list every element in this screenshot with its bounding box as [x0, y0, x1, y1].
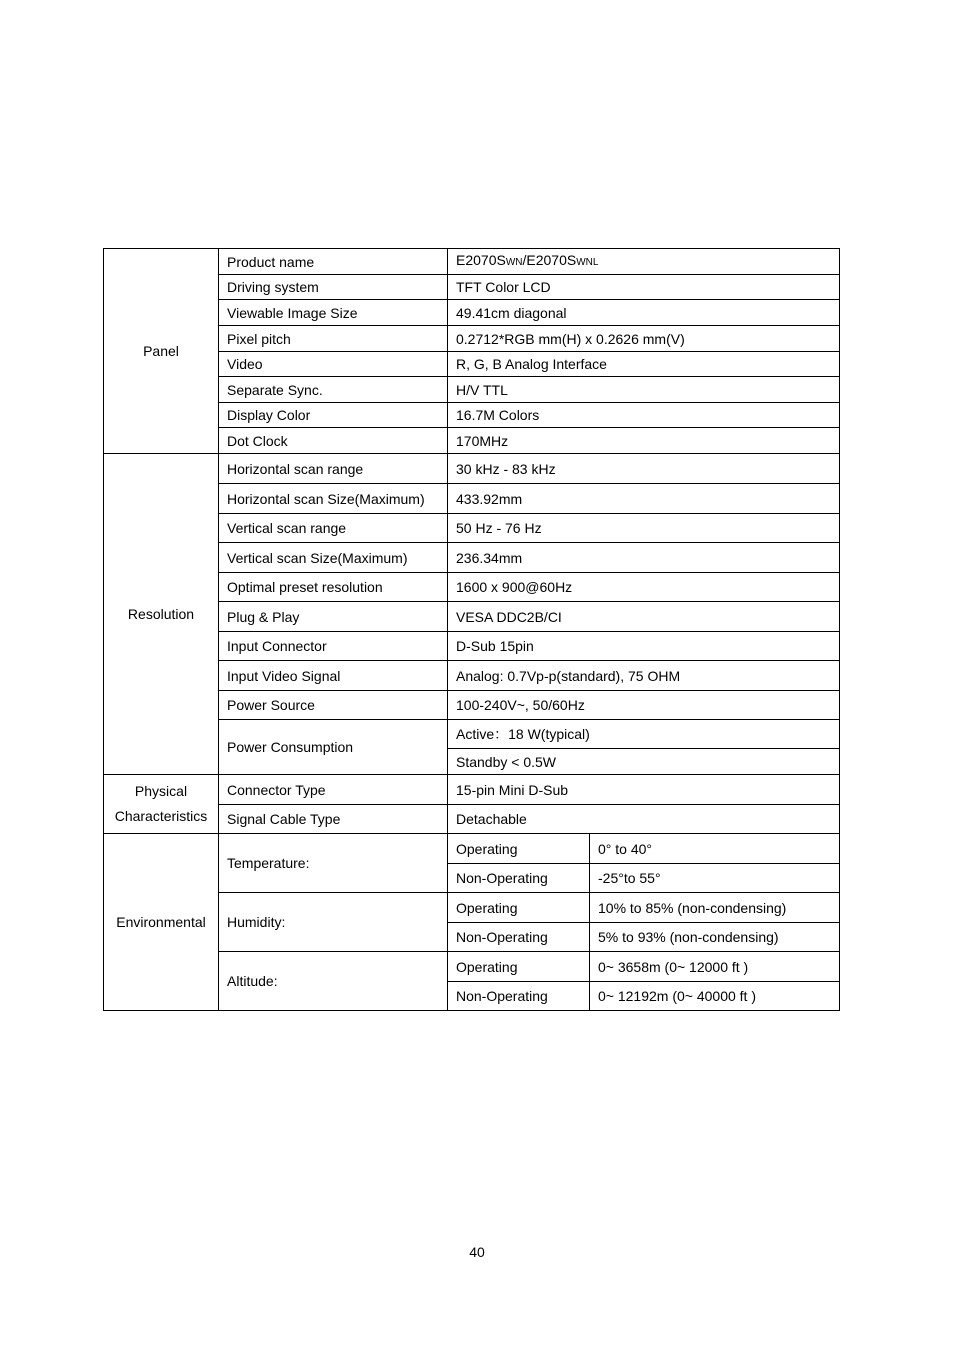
spec-value: VESA DDC2B/CI: [448, 602, 840, 632]
spec-value: 170MHz: [448, 428, 840, 454]
spec-value: 0~ 3658m (0~ 12000 ft ): [590, 952, 840, 982]
spec-value: Active：18 W(typical): [448, 720, 840, 749]
spec-value-product-name: E2070SWN/E2070SWNL: [448, 249, 840, 275]
spec-label: Separate Sync.: [219, 377, 448, 403]
spec-value: Standby < 0.5W: [448, 749, 840, 775]
table-row: [104, 454, 840, 484]
table-row: [104, 249, 840, 275]
spec-label: Dot Clock: [219, 428, 448, 454]
spec-value: D-Sub 15pin: [448, 632, 840, 661]
spec-label: Signal Cable Type: [219, 805, 448, 834]
spec-value: 0.2712*RGB mm(H) x 0.2626 mm(V): [448, 326, 840, 352]
spec-value: 49.41cm diagonal: [448, 300, 840, 326]
spec-label: Product name: [219, 249, 448, 275]
spec-sublabel: Non-Operating: [448, 864, 590, 893]
spec-value: 100-240V~, 50/60Hz: [448, 691, 840, 720]
category-resolution: Resolution: [104, 454, 219, 775]
category-physical: Physical Characteristics: [104, 775, 219, 834]
spec-label: Pixel pitch: [219, 326, 448, 352]
spec-sublabel: Non-Operating: [448, 982, 590, 1011]
spec-value: 50 Hz - 76 Hz: [448, 514, 840, 543]
spec-value: 236.34mm: [448, 543, 840, 573]
spec-value: 1600 x 900@60Hz: [448, 573, 840, 602]
spec-label: Viewable Image Size: [219, 300, 448, 326]
spec-label: Power Source: [219, 691, 448, 720]
spec-value: 5% to 93% (non-condensing): [590, 923, 840, 952]
spec-label: Altitude:: [219, 952, 448, 1011]
spec-label: Driving system: [219, 275, 448, 300]
spec-value: Detachable: [448, 805, 840, 834]
table-row: [104, 775, 840, 805]
spec-label: Video: [219, 352, 448, 377]
spec-value: 30 kHz - 83 kHz: [448, 454, 840, 484]
spec-value: R, G, B Analog Interface: [448, 352, 840, 377]
page-number: 40: [469, 1244, 485, 1260]
spec-label: Vertical scan range: [219, 514, 448, 543]
spec-value: 0° to 40°: [590, 834, 840, 864]
spec-sublabel: Operating: [448, 893, 590, 923]
spec-value: 433.92mm: [448, 484, 840, 514]
spec-label: Input Connector: [219, 632, 448, 661]
category-environmental: Environmental: [104, 834, 219, 1011]
spec-label: Humidity:: [219, 893, 448, 952]
spec-value: 0~ 12192m (0~ 40000 ft ): [590, 982, 840, 1011]
spec-value: H/V TTL: [448, 377, 840, 403]
spec-label: Connector Type: [219, 775, 448, 805]
spec-sublabel: Non-Operating: [448, 923, 590, 952]
spec-label: Horizontal scan Size(Maximum): [219, 484, 448, 514]
table-row: [104, 834, 840, 864]
spec-label: Plug & Play: [219, 602, 448, 632]
spec-label: Temperature:: [219, 834, 448, 893]
category-panel: Panel: [104, 249, 219, 454]
spec-value: 15-pin Mini D-Sub: [448, 775, 840, 805]
spec-label: Display Color: [219, 403, 448, 428]
spec-sublabel: Operating: [448, 834, 590, 864]
spec-label: Optimal preset resolution: [219, 573, 448, 602]
spec-label: Input Video Signal: [219, 661, 448, 691]
spec-table: [103, 248, 840, 1011]
spec-label: Vertical scan Size(Maximum): [219, 543, 448, 573]
spec-value: 10% to 85% (non-condensing): [590, 893, 840, 923]
spec-label: Power Consumption: [219, 720, 448, 775]
spec-value: 16.7M Colors: [448, 403, 840, 428]
spec-value: TFT Color LCD: [448, 275, 840, 300]
spec-label: Horizontal scan range: [219, 454, 448, 484]
spec-value: -25°to 55°: [590, 864, 840, 893]
spec-value: Analog: 0.7Vp-p(standard), 75 OHM: [448, 661, 840, 691]
spec-sublabel: Operating: [448, 952, 590, 982]
